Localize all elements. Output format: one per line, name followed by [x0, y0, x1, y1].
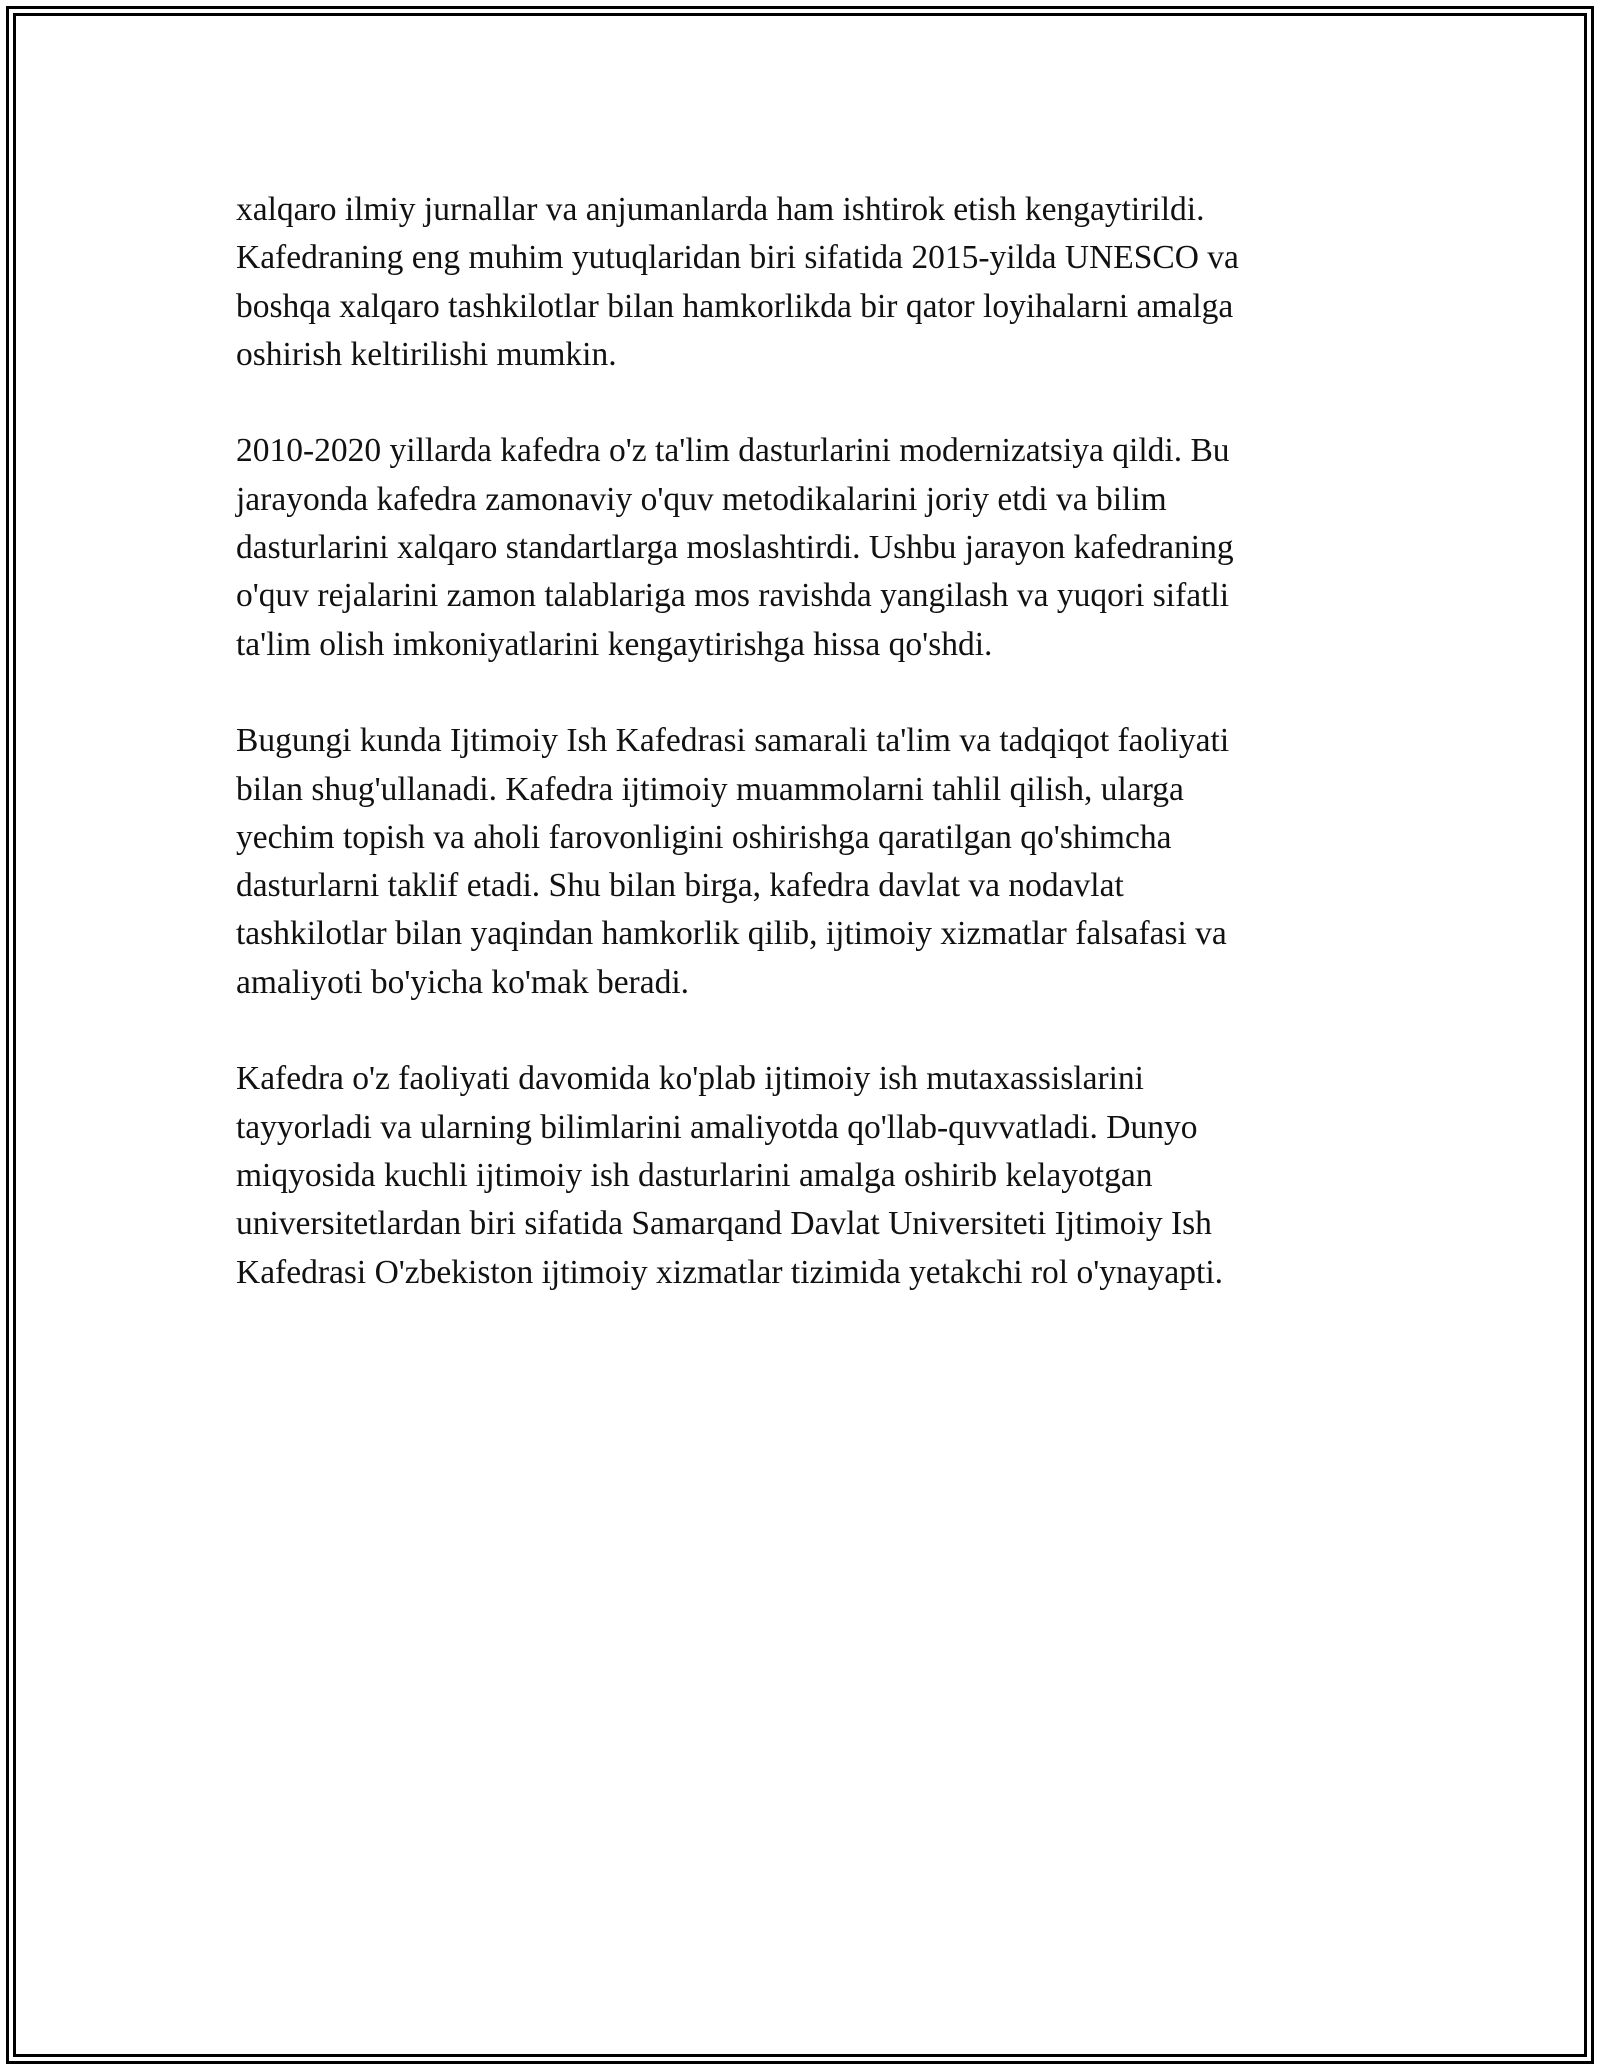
text-line: Kafedraning eng muhim yutuqlaridan biri sifatida 2015-yilda UNESCO va [236, 239, 1239, 277]
text-line: miqyosida kuchli ijtimoiy ish dasturlarini amalga oshirib kelayotgan [236, 1156, 1153, 1194]
text-line: Kafedrasi O'zbekiston ijtimoiy xizmatlar tizimida yetakchi rol o'ynayapti. [236, 1253, 1224, 1291]
text-line: Bugungi kunda Ijtimoiy Ish Kafedrasi samarali ta'lim va tadqiqot faoliyati [236, 722, 1230, 760]
text-line: yechim topish va aholi farovonligini oshirishga qaratilgan qo'shimcha [236, 818, 1172, 856]
paragraph-modernization [236, 427, 1366, 668]
paragraph-specialists-training [236, 1055, 1366, 1296]
paragraph-current-activities [236, 717, 1366, 1007]
text-line: amaliyoti bo'yicha ko'mak beradi. [236, 963, 690, 1001]
text-line: dasturlarini xalqaro standartlarga moslashtirdi. Ushbu jarayon kafedraning [236, 529, 1234, 567]
text-line: boshqa xalqaro tashkilotlar bilan hamkorlikda bir qator loyihalarni amalga [236, 287, 1234, 325]
text-line: oshirish keltirilishi mumkin. [236, 335, 617, 373]
paragraph-international-cooperation [236, 186, 1366, 379]
text-line: jarayonda kafedra zamonaviy o'quv metodikalarini joriy etdi va bilim [236, 480, 1167, 518]
text-line: tayyorladi va ularning bilimlarini amaliyotda qo'llab-quvvatladi. Dunyo [236, 1108, 1198, 1146]
text-line: Kafedra o'z faoliyati davomida ko'plab ijtimoiy ish mutaxassislarini [236, 1060, 1144, 1098]
text-line: xalqaro ilmiy jurnallar va anjumanlarda ham ishtirok etish kengaytirildi. [236, 191, 1205, 228]
text-line: bilan shug'ullanadi. Kafedra ijtimoiy muammolarni tahlil qilish, ularga [236, 770, 1184, 808]
text-line: universitetlardan biri sifatida Samarqand Davlat Universiteti Ijtimoiy Ish [236, 1205, 1212, 1243]
document-body [236, 186, 1366, 1345]
text-line: dasturlarni taklif etadi. Shu bilan birga, kafedra davlat va nodavlat [236, 867, 1124, 905]
text-line: o'quv rejalarini zamon talablariga mos ravishda yangilash va yuqori sifatli [236, 577, 1230, 615]
text-line: 2010-2020 yillarda kafedra o'z ta'lim dasturlarini modernizatsiya qildi. Bu [236, 432, 1230, 470]
text-line: tashkilotlar bilan yaqindan hamkorlik qilib, ijtimoiy xizmatlar falsafasi va [236, 915, 1227, 953]
text-line: ta'lim olish imkoniyatlarini kengaytirishga hissa qo'shdi. [236, 625, 993, 663]
